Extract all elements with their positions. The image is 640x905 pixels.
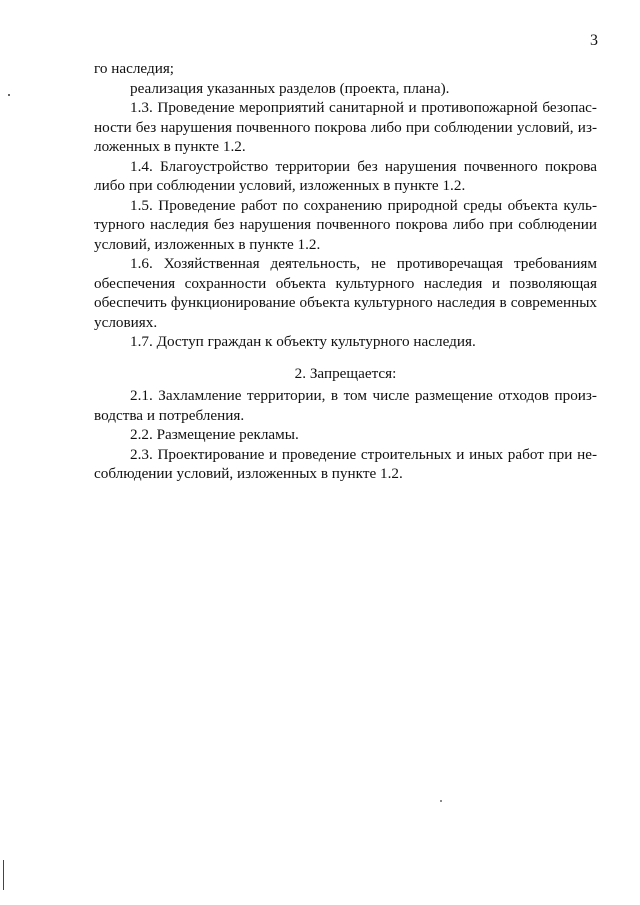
text-line: 1.7. Доступ граждан к объекту культурного наследия.: [130, 333, 476, 350]
text-line: водства и потребления.: [94, 406, 245, 424]
text-line: обеспечения сохранности объекта культурного наследия и позволяющая: [94, 274, 597, 292]
text-line: условий, изложенных в пункте 1.2.: [94, 235, 321, 253]
section-heading: 2. Запрещается:: [294, 364, 397, 382]
text-line: 2.2. Размещение рекламы.: [130, 426, 299, 443]
text-line: 2.1. Захламление территории, в том числе размещение отходов произ-: [130, 387, 597, 404]
document-body: [94, 59, 597, 484]
text-line: либо при соблюдении условий, изложенных в пункте 1.2.: [94, 177, 466, 194]
text-line: 1.5. Проведение работ по сохранению природной среды объекта куль-: [130, 196, 597, 214]
text-line: соблюдении условий, изложенных в пункте 1.2.: [94, 465, 403, 482]
scan-speck: [8, 94, 10, 96]
text-line: го наследия;: [94, 60, 175, 77]
text-line: 2.3. Проектирование и проведение строительных и иных работ при не-: [130, 445, 597, 463]
text-line: ложенных в пункте 1.2.: [94, 138, 246, 155]
text-line: обеспечить функционирование объекта культурного наследия в современных: [94, 294, 597, 311]
text-line: ности без нарушения почвенного покрова либо при соблюдении условий, из-: [94, 118, 597, 136]
scan-edge-mark: [3, 860, 4, 890]
text-line: условиях.: [94, 313, 158, 331]
text-line: 1.3. Проведение мероприятий санитарной и противопожарной безопас-: [130, 99, 597, 116]
page-number: 3: [590, 32, 598, 49]
text-line: турного наследия без нарушения почвенного покрова либо при соблюдении: [94, 216, 597, 233]
text-line: 1.6. Хозяйственная деятельность, не противоречащая требованиям: [130, 255, 597, 272]
scan-speck: [440, 800, 442, 802]
text-line: 1.4. Благоустройство территории без нарушения почвенного покрова: [130, 157, 597, 175]
text-line: реализация указанных разделов (проекта, плана).: [130, 79, 450, 97]
